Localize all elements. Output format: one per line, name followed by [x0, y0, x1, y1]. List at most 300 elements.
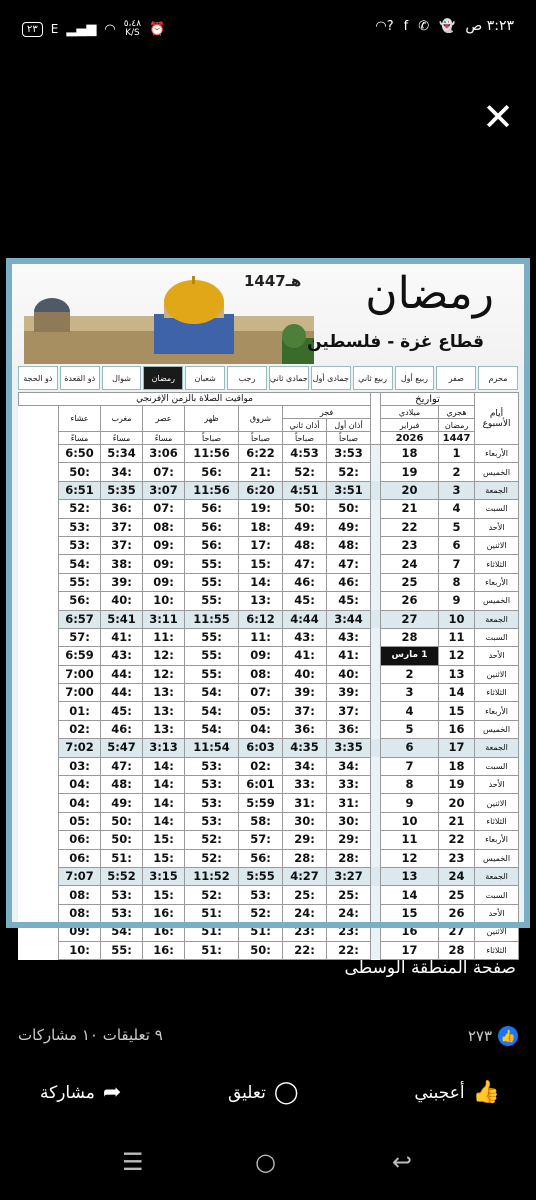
month-tab: شعبان — [185, 366, 225, 390]
cell-day: الاثنين — [475, 665, 519, 683]
cell-as: :09 — [143, 573, 185, 591]
cell-f1: :33 — [327, 776, 371, 794]
cell-dh: :56 — [185, 536, 239, 554]
cell-f1: 3:53 — [327, 445, 371, 463]
cell-h: 23 — [439, 849, 475, 867]
prayer-times-table — [18, 392, 519, 960]
likes-count[interactable] — [468, 1026, 518, 1046]
cell-f1: :23 — [327, 923, 371, 941]
cell-m: 9 — [381, 794, 439, 812]
cell-f2: :49 — [283, 518, 327, 536]
cell-m: 26 — [381, 592, 439, 610]
network-type: E — [50, 22, 59, 36]
cell-day: السبت — [475, 628, 519, 646]
cell-mg: :45 — [101, 702, 143, 720]
banner-title: رمضان — [365, 268, 494, 319]
cell-f1: :45 — [327, 592, 371, 610]
cell-mg: :40 — [101, 592, 143, 610]
cell-is: 6:51 — [59, 481, 101, 499]
cell-is: :10 — [59, 941, 101, 959]
table-row — [19, 628, 519, 646]
cell-f1: :28 — [327, 849, 371, 867]
cell-f2: :52 — [283, 463, 327, 481]
comments-shares-count[interactable]: ٩ تعليقات ١٠ مشاركات — [18, 1026, 163, 1044]
cell-m: 17 — [381, 941, 439, 959]
table-row — [19, 665, 519, 683]
header-fajr2-period: صباحاً — [283, 432, 327, 445]
table-row — [19, 592, 519, 610]
cell-is: 7:07 — [59, 867, 101, 885]
cell-f2: :31 — [283, 794, 327, 812]
cell-day: السبت — [475, 757, 519, 775]
cell-mg: :49 — [101, 794, 143, 812]
cell-f2: :29 — [283, 831, 327, 849]
cell-is: :53 — [59, 536, 101, 554]
gap-cell — [371, 665, 381, 683]
android-nav-bar — [0, 1148, 536, 1178]
cell-as: :16 — [143, 904, 185, 922]
table-row — [19, 776, 519, 794]
cell-sh: 6:03 — [239, 739, 283, 757]
share-button[interactable] — [40, 1080, 121, 1105]
like-label: أعجبني — [414, 1082, 465, 1103]
cell-f1: :24 — [327, 904, 371, 922]
cell-f1: 3:44 — [327, 610, 371, 628]
cell-sh: :50 — [239, 941, 283, 959]
header-dates: تواريخ — [381, 393, 475, 406]
header-hijri: هجري — [439, 406, 475, 419]
cell-sh: :15 — [239, 555, 283, 573]
cell-dh: :54 — [185, 702, 239, 720]
cell-h: 11 — [439, 628, 475, 646]
cell-f2: :39 — [283, 684, 327, 702]
cell-h: 26 — [439, 904, 475, 922]
cell-m: 7 — [381, 757, 439, 775]
signal-icon: ▂▄▆ — [66, 21, 97, 37]
month-tab: جمادى أول — [311, 366, 351, 390]
home-icon[interactable]: ○ — [255, 1148, 276, 1176]
cell-mg: :34 — [101, 463, 143, 481]
table-row — [19, 941, 519, 959]
post-caption: صفحة المنطقة الوسطى — [344, 958, 516, 978]
cell-m: 19 — [381, 463, 439, 481]
cell-mg: :48 — [101, 776, 143, 794]
cell-f2: :30 — [283, 812, 327, 830]
cell-sh: :58 — [239, 812, 283, 830]
header-dhuhr: ظهر — [185, 406, 239, 432]
cell-dh: :53 — [185, 757, 239, 775]
cell-mg: :36 — [101, 500, 143, 518]
gap-cell — [371, 592, 381, 610]
cell-m: 12 — [381, 849, 439, 867]
cell-sh: :19 — [239, 500, 283, 518]
cell-is: :02 — [59, 720, 101, 738]
cell-day: الاثنين — [475, 536, 519, 554]
cell-m: 11 — [381, 831, 439, 849]
cell-h: 3 — [439, 481, 475, 499]
cell-as: :14 — [143, 812, 185, 830]
cell-f1: :22 — [327, 941, 371, 959]
table-row — [19, 812, 519, 830]
month-tab: شوال — [102, 366, 142, 390]
cell-sh: 5:55 — [239, 867, 283, 885]
cell-as: :15 — [143, 849, 185, 867]
cell-mg: :53 — [101, 904, 143, 922]
cell-dh: :52 — [185, 849, 239, 867]
cell-f1: :30 — [327, 812, 371, 830]
cell-f2: 4:53 — [283, 445, 327, 463]
cell-is: 6:50 — [59, 445, 101, 463]
gap-cell — [371, 867, 381, 885]
cell-day: الخميس — [475, 463, 519, 481]
cell-h: 28 — [439, 941, 475, 959]
cell-f1: :29 — [327, 831, 371, 849]
cell-dh: :56 — [185, 500, 239, 518]
cell-m: 20 — [381, 481, 439, 499]
cell-day: الأحد — [475, 776, 519, 794]
header-isha: عشاء — [59, 406, 101, 432]
table-row — [19, 867, 519, 885]
cell-as: :14 — [143, 757, 185, 775]
cell-dh: :52 — [185, 831, 239, 849]
cell-h: 17 — [439, 739, 475, 757]
wifi-icon: ◠ — [104, 21, 116, 37]
status-time: ٣:٢٣ ص — [465, 18, 514, 34]
cell-is: 7:00 — [59, 665, 101, 683]
cell-dh: :53 — [185, 812, 239, 830]
header-hijri-year: 1447 — [439, 432, 475, 445]
share-label: مشاركة — [40, 1082, 95, 1103]
gap-cell — [371, 739, 381, 757]
cell-h: 21 — [439, 812, 475, 830]
gap-cell — [371, 776, 381, 794]
cell-m: 22 — [381, 518, 439, 536]
cell-sh: :14 — [239, 573, 283, 591]
cell-m: 6 — [381, 739, 439, 757]
cell-dh: :55 — [185, 573, 239, 591]
cell-day: الأحد — [475, 904, 519, 922]
table-row — [19, 500, 519, 518]
cell-f2: :25 — [283, 886, 327, 904]
cell-h: 1 — [439, 445, 475, 463]
post-stats — [18, 1026, 518, 1050]
cell-h: 20 — [439, 794, 475, 812]
gap-cell — [371, 904, 381, 922]
cell-f1: :36 — [327, 720, 371, 738]
cell-dh: :56 — [185, 518, 239, 536]
cell-mg: 5:34 — [101, 445, 143, 463]
cell-f2: :41 — [283, 647, 327, 665]
gap-cell — [371, 831, 381, 849]
cell-f2: :36 — [283, 720, 327, 738]
facebook-icon: f — [403, 18, 409, 34]
gap-cell — [371, 555, 381, 573]
cell-day: الخميس — [475, 849, 519, 867]
table-row — [19, 445, 519, 463]
recent-apps-icon[interactable]: ☰ — [122, 1148, 144, 1176]
cell-sh: 6:20 — [239, 481, 283, 499]
cell-h: 7 — [439, 555, 475, 573]
cell-f1: :52 — [327, 463, 371, 481]
cell-is: 6:59 — [59, 647, 101, 665]
cell-dh: 11:56 — [185, 481, 239, 499]
gap-cell — [371, 720, 381, 738]
cell-sh: :21 — [239, 463, 283, 481]
cell-h: 6 — [439, 536, 475, 554]
table-row — [19, 794, 519, 812]
cell-f1: 3:35 — [327, 739, 371, 757]
cell-is: 6:57 — [59, 610, 101, 628]
cell-f2: 4:27 — [283, 867, 327, 885]
close-icon[interactable]: ✕ — [482, 95, 514, 139]
cell-as: :10 — [143, 592, 185, 610]
cell-mg: :50 — [101, 831, 143, 849]
cell-as: :07 — [143, 463, 185, 481]
cell-mg: :51 — [101, 849, 143, 867]
month-tab: صفر — [436, 366, 476, 390]
table-row — [19, 904, 519, 922]
cell-f2: :34 — [283, 757, 327, 775]
cell-f2: :45 — [283, 592, 327, 610]
cell-mg: 5:41 — [101, 610, 143, 628]
cell-f2: 4:44 — [283, 610, 327, 628]
cell-as: :13 — [143, 702, 185, 720]
cell-m: 4 — [381, 702, 439, 720]
table-row — [19, 831, 519, 849]
gap-cell — [371, 794, 381, 812]
cell-day: الأربعاء — [475, 573, 519, 591]
cell-sh: :53 — [239, 886, 283, 904]
comment-button[interactable] — [228, 1080, 299, 1105]
gap-cell — [371, 923, 381, 941]
cell-m: 5 — [381, 720, 439, 738]
cell-mg: 5:35 — [101, 481, 143, 499]
cell-sh: :57 — [239, 831, 283, 849]
cell-sh: 5:59 — [239, 794, 283, 812]
cell-f1: :46 — [327, 573, 371, 591]
like-badge-icon: 👍 — [498, 1026, 518, 1046]
cell-day: الجمعة — [475, 739, 519, 757]
cell-dh: :52 — [185, 886, 239, 904]
month-tab: جمادى ثاني — [269, 366, 309, 390]
cell-f2: :50 — [283, 500, 327, 518]
cell-as: :09 — [143, 536, 185, 554]
cell-dh: :51 — [185, 923, 239, 941]
thumbs-up-icon: 👍 — [472, 1080, 500, 1105]
alarm-icon: ⏰ — [149, 21, 166, 37]
gap-cell — [371, 481, 381, 499]
gap-cell — [371, 463, 381, 481]
cell-f2: :28 — [283, 849, 327, 867]
cell-is: 7:02 — [59, 739, 101, 757]
gap-cell — [371, 702, 381, 720]
gap-cell — [371, 445, 381, 463]
cell-day: الخميس — [475, 592, 519, 610]
cell-m: 10 — [381, 812, 439, 830]
cell-f2: 4:35 — [283, 739, 327, 757]
cell-as: :13 — [143, 720, 185, 738]
header-asr-period: مساءً — [143, 432, 185, 445]
cell-f1: :40 — [327, 665, 371, 683]
cell-dh: :55 — [185, 555, 239, 573]
cell-is: :04 — [59, 776, 101, 794]
cell-is: :52 — [59, 500, 101, 518]
cell-f2: :24 — [283, 904, 327, 922]
cell-is: :05 — [59, 812, 101, 830]
cell-sh: :52 — [239, 904, 283, 922]
cell-day: الثلاثاء — [475, 812, 519, 830]
cell-sh: :17 — [239, 536, 283, 554]
cell-as: :12 — [143, 647, 185, 665]
cell-as: :09 — [143, 555, 185, 573]
header-miladi-year: 2026 — [381, 432, 439, 445]
cell-is: :57 — [59, 628, 101, 646]
cell-is: :09 — [59, 923, 101, 941]
cell-h: 5 — [439, 518, 475, 536]
cell-h: 13 — [439, 665, 475, 683]
cell-as: :15 — [143, 886, 185, 904]
month-tab: ذو القعدة — [60, 366, 100, 390]
cell-h: 22 — [439, 831, 475, 849]
cell-mg: :37 — [101, 536, 143, 554]
header-asr: عصر — [143, 406, 185, 432]
cell-as: :14 — [143, 776, 185, 794]
cell-h: 18 — [439, 757, 475, 775]
battery-indicator: ٢٣ — [22, 22, 43, 37]
cell-f1: :34 — [327, 757, 371, 775]
cell-sh: :13 — [239, 592, 283, 610]
cell-dh: :56 — [185, 463, 239, 481]
cell-mg: 5:52 — [101, 867, 143, 885]
gap-cell — [371, 941, 381, 959]
cell-sh: :07 — [239, 684, 283, 702]
cell-f2: :40 — [283, 665, 327, 683]
header-shuruq-period: صباحاً — [239, 432, 283, 445]
cell-mg: :38 — [101, 555, 143, 573]
snapchat-icon: 👻 — [439, 18, 456, 34]
cell-mg: :47 — [101, 757, 143, 775]
cell-dh: :51 — [185, 941, 239, 959]
cell-sh: :04 — [239, 720, 283, 738]
cell-day: الأربعاء — [475, 831, 519, 849]
cell-dh: :54 — [185, 720, 239, 738]
cell-sh: :09 — [239, 647, 283, 665]
cell-mg: :46 — [101, 720, 143, 738]
comment-label: تعليق — [228, 1082, 266, 1103]
back-icon[interactable]: ↩ — [392, 1148, 413, 1176]
cell-sh: 6:01 — [239, 776, 283, 794]
gap-cell — [371, 536, 381, 554]
table-row — [19, 684, 519, 702]
cell-as: :16 — [143, 941, 185, 959]
cell-h: 14 — [439, 684, 475, 702]
cell-as: :15 — [143, 831, 185, 849]
cell-is: :06 — [59, 831, 101, 849]
cell-h: 25 — [439, 886, 475, 904]
cell-m: 21 — [381, 500, 439, 518]
cell-sh: :18 — [239, 518, 283, 536]
cell-is: :01 — [59, 702, 101, 720]
cell-f1: :47 — [327, 555, 371, 573]
share-arrow-icon: ➦ — [102, 1080, 122, 1105]
cell-dh: 11:54 — [185, 739, 239, 757]
month-tab: ربيع ثاني — [353, 366, 393, 390]
cell-is: :56 — [59, 592, 101, 610]
cell-dh: :55 — [185, 628, 239, 646]
table-row — [19, 886, 519, 904]
cell-sh: :05 — [239, 702, 283, 720]
cell-mg: :43 — [101, 647, 143, 665]
table-row — [19, 610, 519, 628]
cell-f1: :43 — [327, 628, 371, 646]
cell-as: :11 — [143, 628, 185, 646]
status-left — [22, 20, 165, 38]
cell-as: 3:13 — [143, 739, 185, 757]
cell-m: 25 — [381, 573, 439, 591]
cell-m: 3 — [381, 684, 439, 702]
cell-f1: :37 — [327, 702, 371, 720]
cell-h: 27 — [439, 923, 475, 941]
cell-day: الأحد — [475, 647, 519, 665]
header-adhan2: أذان ثاني — [283, 419, 327, 432]
header-miladi-month: فبراير — [381, 419, 439, 432]
table-row — [19, 463, 519, 481]
cell-f2: :23 — [283, 923, 327, 941]
table-row — [19, 702, 519, 720]
like-button[interactable] — [414, 1080, 500, 1105]
cell-as: :16 — [143, 923, 185, 941]
cell-day: السبت — [475, 500, 519, 518]
cell-mg: :37 — [101, 518, 143, 536]
cell-f1: :39 — [327, 684, 371, 702]
table-row — [19, 923, 519, 941]
cell-h: 2 — [439, 463, 475, 481]
gap-cell — [371, 886, 381, 904]
table-row — [19, 555, 519, 573]
header-miladi: ميلادي — [381, 406, 439, 419]
cell-day: الأحد — [475, 518, 519, 536]
cell-is: :06 — [59, 849, 101, 867]
cell-sh: :08 — [239, 665, 283, 683]
cell-f1: 3:27 — [327, 867, 371, 885]
cell-day: الجمعة — [475, 610, 519, 628]
cell-is: :08 — [59, 904, 101, 922]
cell-dh: :55 — [185, 665, 239, 683]
gap-cell — [371, 500, 381, 518]
cell-mg: :44 — [101, 665, 143, 683]
cell-sh: 6:22 — [239, 445, 283, 463]
post-photo[interactable] — [6, 258, 530, 957]
cell-f2: :47 — [283, 555, 327, 573]
cell-mg: :53 — [101, 886, 143, 904]
cell-f2: :48 — [283, 536, 327, 554]
likes-number: ٢٧٣ — [467, 1027, 492, 1045]
cell-m: 24 — [381, 555, 439, 573]
cell-day: السبت — [475, 886, 519, 904]
cell-day: الاثنين — [475, 923, 519, 941]
table-row — [19, 849, 519, 867]
cell-sh: :11 — [239, 628, 283, 646]
header-dhuhr-period: صباحاً — [185, 432, 239, 445]
gap-cell — [371, 518, 381, 536]
cell-m: 14 — [381, 886, 439, 904]
cell-day: الأربعاء — [475, 445, 519, 463]
cell-dh: 11:52 — [185, 867, 239, 885]
header-maghrib: مغرب — [101, 406, 143, 432]
cell-day: الثلاثاء — [475, 941, 519, 959]
gap-cell — [371, 647, 381, 665]
cell-h: 19 — [439, 776, 475, 794]
